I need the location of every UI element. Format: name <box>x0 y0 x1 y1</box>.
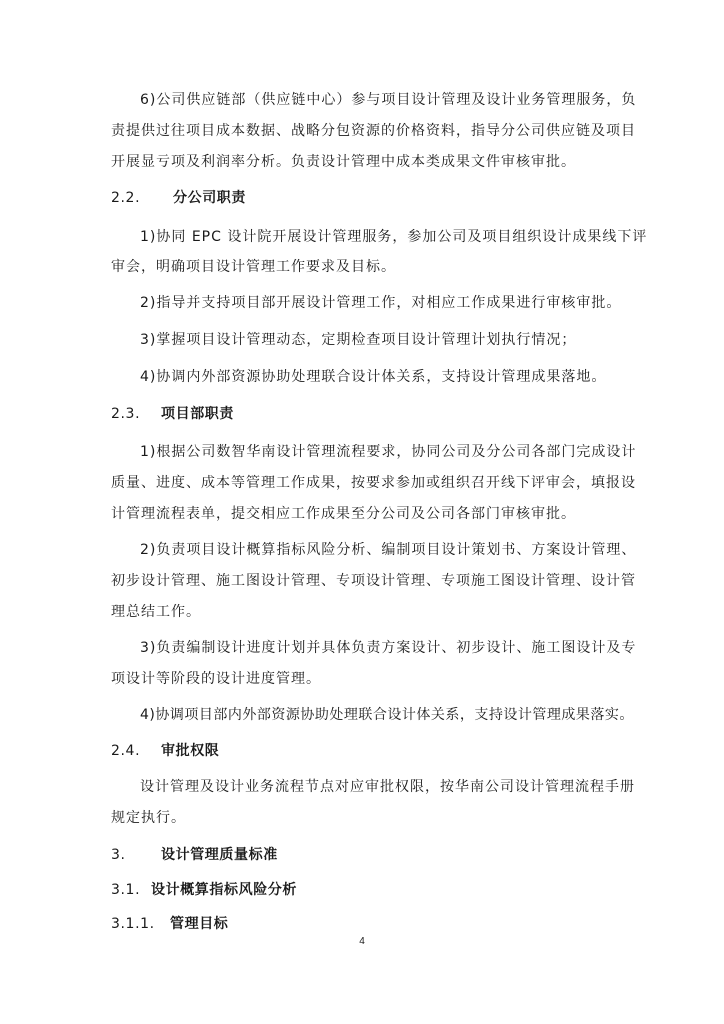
list-item-line: 4)协调内外部资源协助处理联合设计体关系，支持设计管理成果落地。 <box>140 369 607 385</box>
section-number: 3. <box>111 847 126 863</box>
section-title: 项目部职责 <box>161 406 234 422</box>
list-item-line: 2)负责项目设计概算指标风险分析、编制项目设计策划书、方案设计管理、 <box>140 542 637 558</box>
list-item-line: 初步设计管理、施工图设计管理、专项设计管理、专项施工图设计管理、设计管 <box>111 573 636 589</box>
page-number: 4 <box>359 936 365 947</box>
list-item-line: 项设计等阶段的设计进度管理。 <box>111 671 321 687</box>
list-item-line: 审会，明确项目设计管理工作要求及目标。 <box>111 259 396 275</box>
section-heading-2-4 <box>111 741 219 761</box>
section-number: 3.1.1. <box>111 916 155 932</box>
section-number: 2.4. <box>111 743 141 759</box>
section-number: 2.3. <box>111 406 141 422</box>
list-item-line: 质量、进度、成本等管理工作成果，按要求参加或组织召开线下评审会，填报设 <box>111 475 636 491</box>
section-title: 分公司职责 <box>173 190 246 206</box>
list-item-line: 1)协同 EPC 设计院开展设计管理服务，参加公司及项目组织设计成果线下评 <box>140 229 648 245</box>
section-title: 设计概算指标风险分析 <box>151 882 297 898</box>
list-item-line: 3)掌握项目设计管理动态，定期检查项目设计管理计划执行情况； <box>140 332 577 348</box>
list-item-line: 1)根据公司数智华南设计管理流程要求，协同公司及分公司各部门完成设计 <box>140 444 637 460</box>
section-title: 审批权限 <box>161 743 220 759</box>
section-number: 2.2. <box>111 190 141 206</box>
section-heading-3-1 <box>111 880 297 900</box>
section-title: 管理目标 <box>170 916 229 932</box>
section-heading-3-1-1 <box>111 914 228 934</box>
paragraph-line: 6)公司供应链部（供应链中心）参与项目设计管理及设计业务管理服务，负 <box>140 92 637 108</box>
paragraph-line: 开展显亏项及利润率分析。负责设计管理中成本类成果文件审核审批。 <box>111 154 576 170</box>
section-heading-2-2 <box>111 188 246 208</box>
paragraph-line: 责提供过往项目成本数据、战略分包资源的价格资料，指导分公司供应链及项目 <box>111 123 636 139</box>
list-item-line: 理总结工作。 <box>111 604 201 620</box>
paragraph-line: 规定执行。 <box>111 810 186 826</box>
paragraph-line: 设计管理及设计业务流程节点对应审批权限，按华南公司设计管理流程手册 <box>140 779 635 795</box>
section-heading-3 <box>111 845 278 865</box>
list-item-line: 3)负责编制设计进度计划并具体负责方案设计、初步设计、施工图设计及专 <box>140 640 637 656</box>
list-item-line: 2)指导并支持项目部开展设计管理工作，对相应工作成果进行审核审批。 <box>140 295 622 311</box>
list-item-line: 计管理流程表单，提交相应工作成果至分公司及公司各部门审核审批。 <box>111 506 576 522</box>
section-heading-2-3 <box>111 404 234 424</box>
section-title: 设计管理质量标准 <box>161 847 278 863</box>
list-item-line: 4)协调项目部内外部资源协助处理联合设计体关系，支持设计管理成果落实。 <box>140 707 634 723</box>
section-number: 3.1. <box>111 882 141 898</box>
